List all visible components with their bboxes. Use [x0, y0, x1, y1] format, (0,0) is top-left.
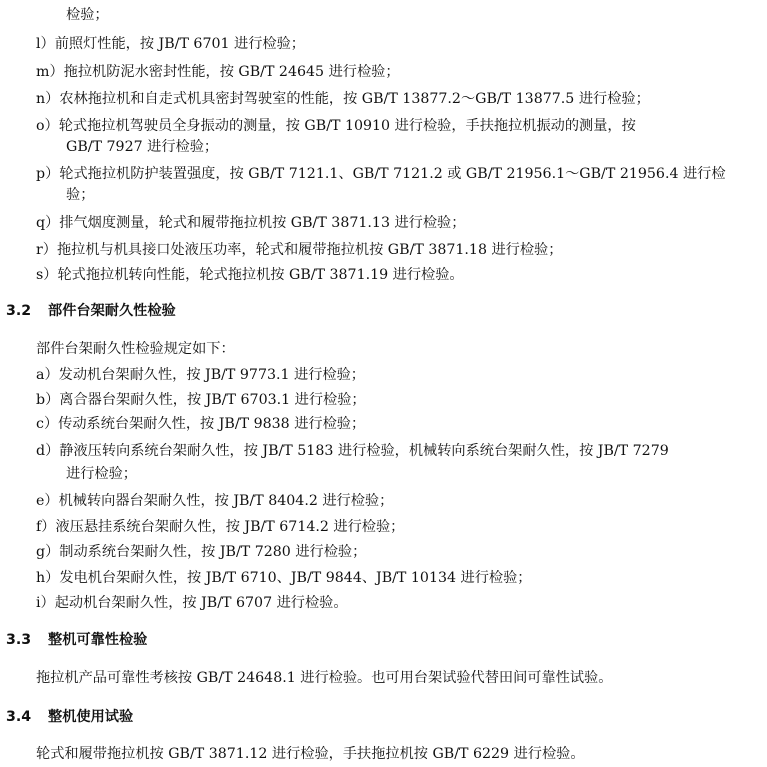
list-item-label: r）: [36, 242, 57, 258]
list-item-text: 发电机台架耐久性，按 JB/T 6710、JB/T 9844、JB/T 10134 进行检验；: [59, 570, 532, 586]
list-item-text: 机械转向器台架耐久性，按 JB/T 8404.2 进行检验；: [58, 493, 394, 509]
section-heading-3-2: [6, 302, 176, 320]
list-item-text: 拖拉机与机具接口处液压功率，轮式和履带拖拉机按 GB/T 3871.18 进行检验；: [56, 242, 563, 258]
section-number: 3.3: [6, 632, 32, 648]
list-item-text: 轮式拖拉机驾驶员全身振动的测量，按 GB/T 10910 进行检验，手扶拖拉机振动的测量，按: [58, 118, 636, 134]
list-item-text: 农林拖拉机和自走式机具密封驾驶室的性能，按 GB/T 13877.2～GB/T 13877.5 进行检验；: [59, 91, 650, 107]
list-item-label: l）: [36, 36, 55, 52]
list-item-text: 拖拉机防泥水密封性能，按 GB/T 24645 进行检验；: [63, 64, 400, 80]
list-item-text: 制动系统台架耐久性，按 JB/T 7280 进行检验；: [59, 544, 367, 560]
list-item-d: [36, 442, 669, 460]
list-item-label: s）: [36, 267, 58, 283]
list-item-label: p）: [36, 166, 60, 182]
list-item-f: [36, 518, 404, 536]
list-item-label: i）: [36, 595, 55, 611]
section-body: 拖拉机产品可靠性考核按 GB/T 24648.1 进行检验。也可用台架试验代替田间可靠性试验。: [36, 670, 613, 686]
list-item-label: e）: [36, 493, 59, 509]
section-body: 轮式和履带拖拉机按 GB/T 3871.12 进行检验，手扶拖拉机按 GB/T 6229 进行检验。: [36, 746, 585, 762]
list-item-n: [36, 90, 650, 108]
list-item-h: [36, 569, 531, 587]
section-number: 3.4: [6, 709, 32, 725]
list-item-s: [36, 266, 464, 284]
list-item-p-continuation: 验；: [66, 187, 95, 203]
list-item-i: [36, 594, 348, 612]
list-item-label: d）: [36, 443, 60, 459]
list-item-text: 发动机台架耐久性，按 JB/T 9773.1 进行检验；: [58, 367, 365, 383]
list-item-d-continuation: 进行检验；: [66, 466, 137, 482]
list-item-label: m）: [36, 64, 64, 80]
list-item-r: [36, 241, 562, 259]
list-item-a: [36, 366, 365, 384]
list-item-text: 液压悬挂系统台架耐久性，按 JB/T 6714.2 进行检验；: [55, 519, 405, 535]
section-heading-3-3: [6, 631, 147, 649]
list-item-m: [36, 63, 400, 81]
list-item-label: h）: [36, 570, 60, 586]
continuation-line: 检验；: [66, 7, 109, 23]
list-item-text: 起动机台架耐久性，按 JB/T 6707 进行检验。: [54, 595, 348, 611]
list-item-label: f）: [36, 519, 56, 535]
list-item-b: [36, 391, 366, 409]
section-intro: 部件台架耐久性检验规定如下：: [36, 341, 235, 357]
list-item-o-continuation: GB/T 7927 进行检验；: [66, 139, 219, 155]
list-item-label: g）: [36, 544, 60, 560]
list-item-c: [36, 415, 365, 433]
section-title: 部件台架耐久性检验: [48, 303, 176, 319]
section-title: 整机可靠性检验: [48, 632, 148, 648]
list-item-label: n）: [36, 91, 60, 107]
list-item-text: 离合器台架耐久性，按 JB/T 6703.1 进行检验；: [59, 392, 366, 408]
list-item-label: o）: [36, 118, 59, 134]
list-item-q: [36, 214, 465, 232]
list-item-label: q）: [36, 215, 60, 231]
list-item-text: 轮式拖拉机转向性能，轮式拖拉机按 GB/T 3871.19 进行检验。: [57, 267, 464, 283]
list-item-text: 排气烟度测量，轮式和履带拖拉机按 GB/T 3871.13 进行检验；: [59, 215, 466, 231]
section-title: 整机使用试验: [48, 709, 134, 725]
list-item-p: [36, 165, 726, 183]
list-item-label: b）: [36, 392, 60, 408]
list-item-text: 前照灯性能，按 JB/T 6701 进行检验；: [54, 36, 305, 52]
list-item-l: [36, 35, 305, 53]
list-item-text: 轮式拖拉机防护装置强度，按 GB/T 7121.1、GB/T 7121.2 或 GB/T 21956.1～GB/T 21956.4 进行检: [59, 166, 726, 182]
list-item-g: [36, 543, 366, 561]
list-item-label: a）: [36, 367, 59, 383]
list-item-e: [36, 492, 393, 510]
section-heading-3-4: [6, 708, 133, 726]
list-item-o: [36, 117, 636, 135]
section-number: 3.2: [6, 303, 32, 319]
list-item-text: 静液压转向系统台架耐久性，按 JB/T 5183 进行检验，机械转向系统台架耐久性，按 JB/T 7279: [59, 443, 669, 459]
list-item-text: 传动系统台架耐久性，按 JB/T 9838 进行检验；: [58, 416, 366, 432]
list-item-label: c）: [36, 416, 59, 432]
